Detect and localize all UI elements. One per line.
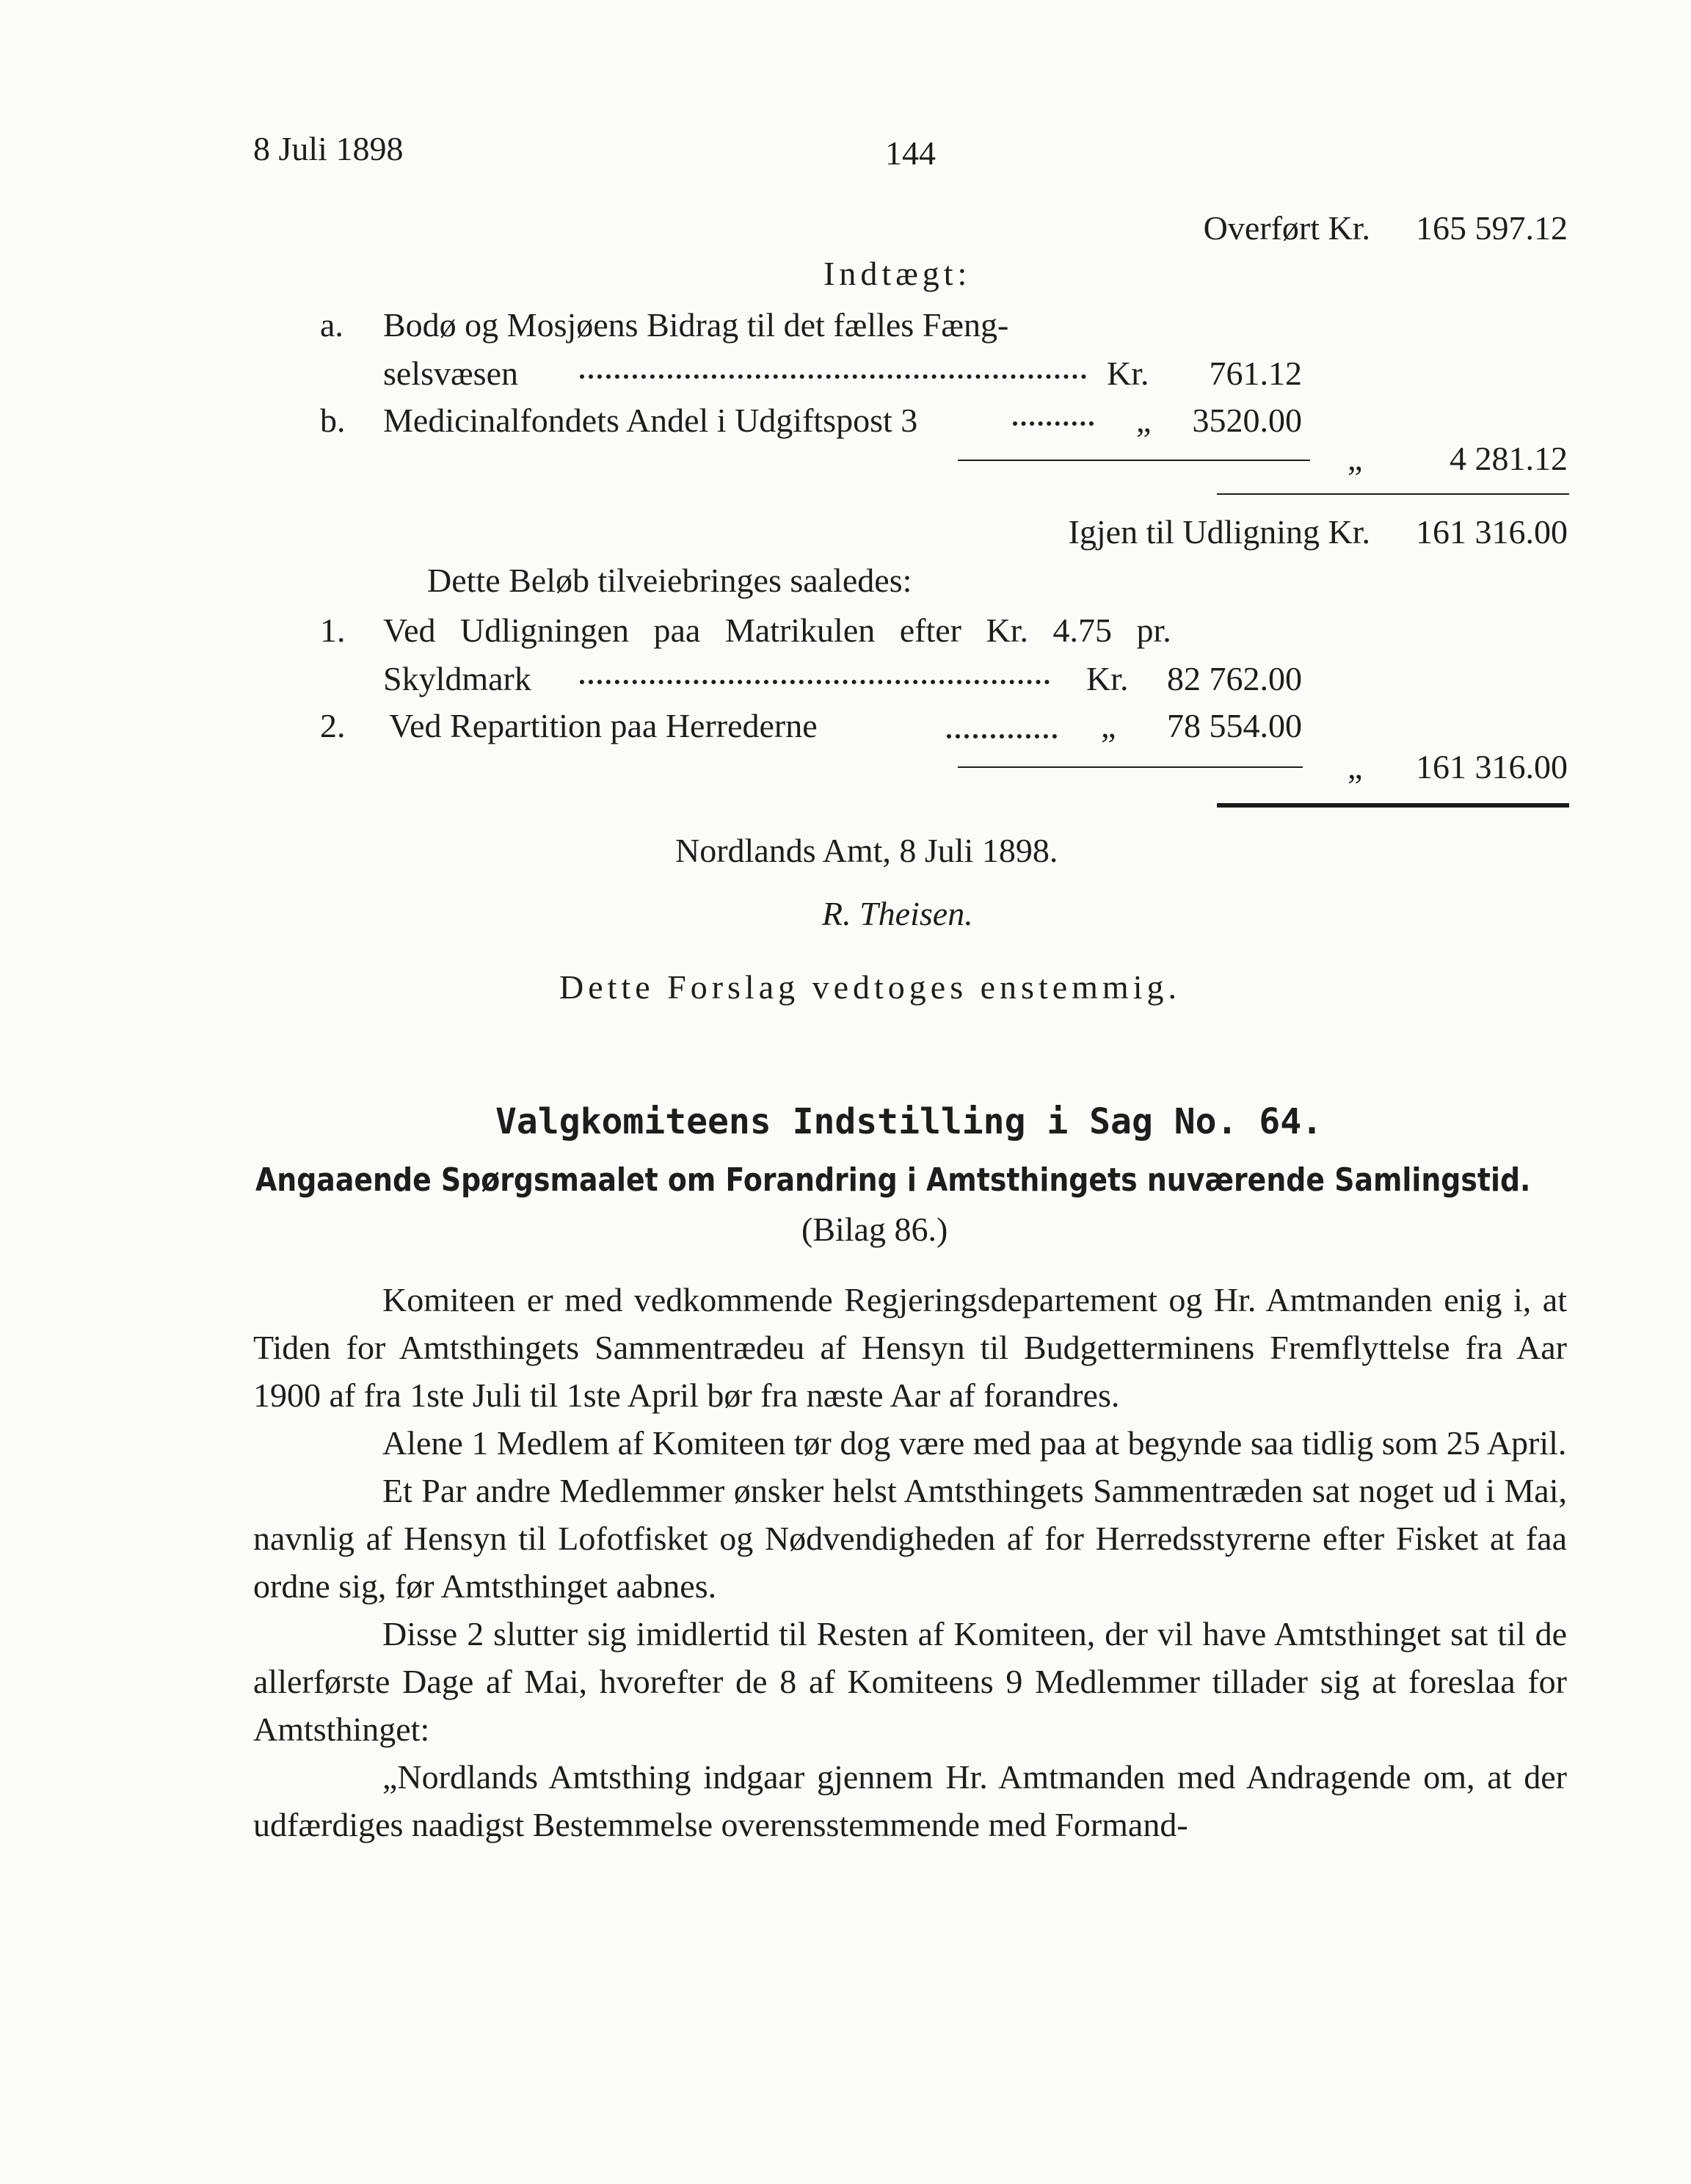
funding-item-1-amount: 82 762.00: [1167, 660, 1302, 697]
signature-name: R. Theisen.: [822, 895, 973, 932]
income-item-a-amount: 761.12: [1209, 355, 1302, 392]
funding-total-amount: 161 316.00: [1416, 748, 1568, 786]
carried-over-label: Overført Kr.: [1203, 209, 1370, 247]
income-item-a-line1: Bodø og Mosjøens Bidrag til det fælles Fæng-: [383, 306, 1009, 344]
signature-place-date: Nordlands Amt, 8 Juli 1898.: [675, 832, 1058, 869]
paragraph: Disse 2 slutter sig imidlertid til Resten af Komiteen, der vil have Amtsthinget sat til de allerførste Dage af Mai, hvorefter de 8 af Komiteens 9 Medlemmer tillader sig at foreslaa for Amtsthinget:: [253, 1615, 1567, 1748]
carried-over-amount: 165 597.12: [1416, 209, 1568, 247]
income-item-b-currency: „: [1136, 402, 1152, 439]
page-date: 8 Juli 1898: [253, 130, 404, 167]
funding-item-1-line1: Ved Udligningen paa Matrikulen efter Kr. 4.75 pr.: [383, 612, 1171, 649]
paragraph: „Nordlands Amtsthing indgaar gjennem Hr. Amtmanden med Andragende om, at der udfærdiges naadigst Bestemmelse overensstemmende med Formand-: [253, 1758, 1567, 1843]
grand-total-rule: [1217, 803, 1569, 808]
subtotal-rule: [958, 460, 1310, 461]
income-item-b-amount: 3520.00: [1192, 402, 1302, 439]
page-number: 144: [885, 134, 936, 172]
subtotal-rule: [958, 766, 1303, 768]
section-body: [253, 1276, 1567, 1849]
income-item-b-line1: Medicinalfondets Andel i Udgiftspost 3: [383, 402, 918, 439]
funding-item-1-currency: Kr.: [1086, 660, 1129, 697]
income-item-a-currency: Kr.: [1107, 355, 1149, 392]
income-total-currency: „: [1348, 440, 1363, 477]
income-marker-b: b.: [320, 402, 346, 439]
leader-dots: [947, 734, 1057, 739]
section-attachment: (Bilag 86.): [801, 1211, 948, 1248]
paragraph: Komiteen er med vedkommende Regjeringsdepartement og Hr. Amtmanden enig i, at Tiden for Amtsthingets Sammentrædeu af Hensyn til Budgetterminens Fremflyttelse fra Aar 1900 af fra 1ste Juli til 1ste April bør fra næste Aar af forandres.: [253, 1281, 1567, 1414]
funding-item-1-line2: Skyldmark: [383, 660, 531, 697]
income-heading: Indtægt:: [823, 255, 972, 292]
funding-marker-1: 1.: [320, 612, 346, 649]
funding-total-currency: „: [1348, 748, 1363, 786]
section-subtitle: Angaaende Spørgsmaalet om Forandring i Amtsthingets nuværende Samlingstid.: [255, 1161, 1531, 1199]
leader-dots: [1013, 421, 1094, 426]
paragraph: Alene 1 Medlem af Komiteen tør dog være med paa at begynde saa tidlig som 25 April.: [382, 1424, 1567, 1462]
paragraph: Et Par andre Medlemmer ønsker helst Amtsthingets Sammentræden sat noget ud i Mai, navnlig af Hensyn til Lofotfisket og Nødvendigheden af for Herredsstyrerne efter Fisket at faa ordne sig, før Amtsthinget aabnes.: [253, 1472, 1567, 1605]
resolution-text: Dette Forslag vedtoges enstemmig.: [559, 968, 1181, 1006]
funding-item-2-line1: Ved Repartition paa Herrederne: [389, 707, 818, 744]
funding-marker-2: 2.: [320, 707, 346, 744]
leader-dots: [580, 680, 1050, 684]
leader-dots: [580, 374, 1086, 379]
income-total-amount: 4 281.12: [1450, 440, 1568, 477]
funding-item-2-amount: 78 554.00: [1167, 707, 1302, 744]
income-marker-a: a.: [320, 306, 343, 344]
section-title: Valgkomiteens Indstilling i Sag No. 64.: [495, 1101, 1323, 1142]
remainder-amount: 161 316.00: [1416, 513, 1568, 551]
funding-heading: Dette Beløb tilveiebringes saaledes:: [427, 562, 912, 599]
funding-item-2-currency: „: [1101, 707, 1116, 744]
income-item-a-line2: selsvæsen: [383, 355, 518, 392]
total-rule: [1217, 493, 1569, 495]
remainder-label: Igjen til Udligning Kr.: [1068, 513, 1370, 551]
